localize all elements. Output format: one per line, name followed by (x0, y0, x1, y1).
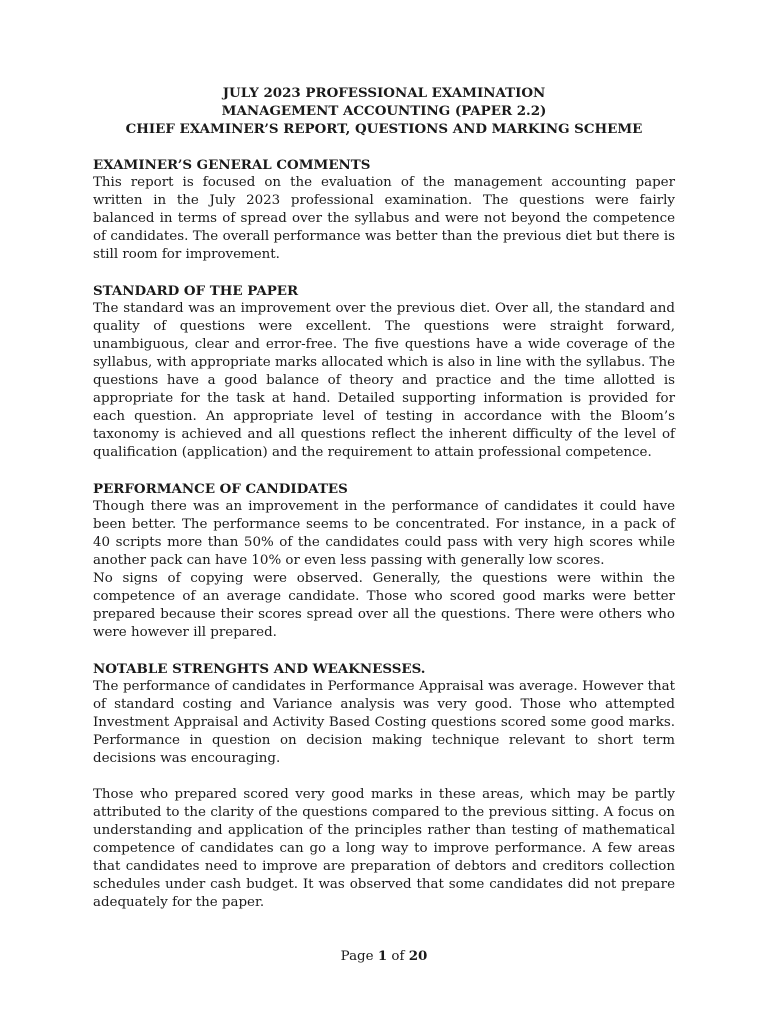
page-of-label: of (391, 949, 405, 964)
section-standard-of-paper (93, 282, 675, 462)
paragraph: The standard was an improvement over the previous diet. Over all, the standard and quality of questions were excellent. The questions were straight forward, unambiguous, clear and error-free. The five questions have a wide coverage of the syllabus, with appropriate marks allocated which is also in line with the syllabus. The questions have a good balance of theory and practice and the time allotted is appropriate for the task at hand. Detailed supporting information is provided for each question. An appropriate level of testing in accordance with the Bloom’s taxonomy is achieved and all questions reflect the inherent difficulty of the level of qualification (application) and the requirement to attain professional competence. (93, 301, 675, 460)
current-page-number: 1 (377, 948, 388, 964)
section-heading: STANDARD OF THE PAPER (93, 283, 299, 299)
section-general-comments (93, 156, 675, 264)
section-performance (93, 480, 675, 642)
paragraph: The performance of candidates in Performance Appraisal was average. However that of standard costing and Variance analysis was very good. Those who attempted Investment Appraisal and Activity Based Costing questions scored some good marks. Performance in question on decision making technique relevant to short term decisions was encouraging. (93, 679, 675, 766)
title-line-paper: MANAGEMENT ACCOUNTING (PAPER 2.2) (221, 103, 547, 119)
total-pages-number: 20 (408, 948, 428, 964)
paragraph: Though there was an improvement in the performance of candidates it could have been better. The performance seems to be concentrated. For instance, in a pack of 40 scripts more than 50% of the candidates could pass with very high scores while another pack can have 10% or even less passing with generally low scores. (93, 499, 675, 568)
page-content (93, 84, 675, 912)
page-label: Page (340, 949, 374, 964)
paragraph: No signs of copying were observed. Generally, the questions were within the competence of an average candidate. Those who scored good marks were better prepared because their scores spread over all the questions. There were others who were however ill prepared. (93, 571, 675, 640)
section-heading: NOTABLE STRENGHTS AND WEAKNESSES. (93, 661, 426, 677)
page-number (0, 947, 768, 966)
title-line-report: CHIEF EXAMINER’S REPORT, QUESTIONS AND MARKING SCHEME (125, 121, 643, 137)
section-strengths-weaknesses (93, 660, 675, 912)
document-title (81, 84, 687, 138)
title-line-exam: JULY 2023 PROFESSIONAL EXAMINATION (222, 85, 546, 101)
section-heading: PERFORMANCE OF CANDIDATES (93, 481, 348, 497)
paragraph: Those who prepared scored very good marks in these areas, which may be partly attributed to the clarity of the questions compared to the previous sitting. A focus on understanding and application of the principles rather than testing of mathematical competence of candidates can go a long way to improve performance. A few areas that candidates need to improve are preparation of debtors and creditors collection schedules under cash budget. It was observed that some candidates did not prepare adequately for the paper. (93, 787, 675, 910)
section-heading: EXAMINER’S GENERAL COMMENTS (93, 157, 371, 173)
paragraph: This report is focused on the evaluation of the management accounting paper written in the July 2023 professional examination. The questions were fairly balanced in terms of spread over the syllabus and were not beyond the competence of candidates. The overall performance was better than the previous diet but there is still room for improvement. (93, 175, 675, 262)
